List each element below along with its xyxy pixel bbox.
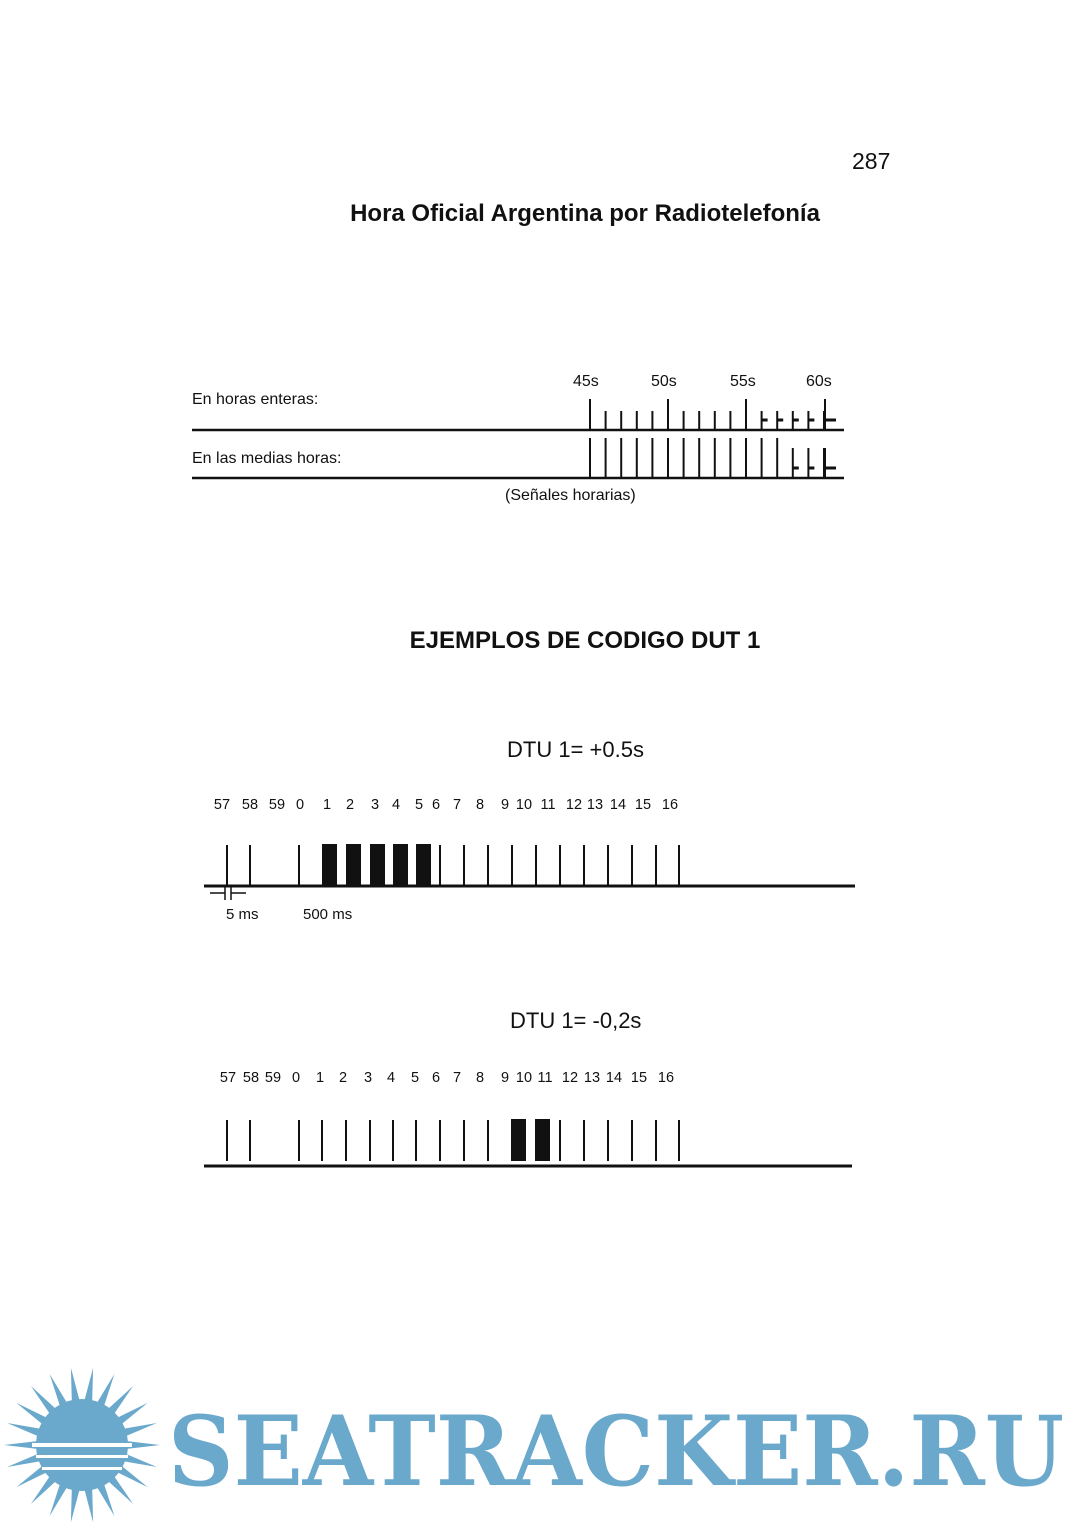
example1-tick-7: 7	[452, 797, 462, 813]
example1-tick-15: 15	[634, 797, 652, 813]
example2-tick-6: 6	[431, 1070, 441, 1086]
sun-ray	[71, 1488, 80, 1522]
example1-caption: DTU 1= +0.5s	[507, 737, 644, 762]
example1-tick-4: 4	[391, 797, 401, 813]
section-title-hora-oficial: Hora Oficial Argentina por Radiotelefonía	[350, 200, 820, 227]
sun-ray	[97, 1483, 115, 1516]
note-5ms: 5 ms	[226, 906, 259, 923]
example1-tick-12: 12	[565, 797, 583, 813]
second-label-55: 55s	[730, 373, 756, 390]
example1-tick-57: 57	[213, 797, 231, 813]
example1-tick-2: 2	[345, 797, 355, 813]
example2-tick-9: 9	[500, 1070, 510, 1086]
sun-ray	[71, 1368, 80, 1402]
row-label-horas-enteras: En horas enteras:	[192, 391, 319, 408]
example2-tick-14: 14	[605, 1070, 623, 1086]
example2-tick-8: 8	[475, 1070, 485, 1086]
sun-ray	[7, 1423, 41, 1436]
sun-wave	[42, 1467, 122, 1470]
sun-ray	[7, 1454, 41, 1467]
example2-tick-11: 11	[537, 1070, 553, 1086]
sun-ray	[123, 1423, 157, 1436]
example2-tick-57: 57	[219, 1070, 237, 1086]
example1-tick-59: 59	[268, 797, 286, 813]
example2-tick-12: 12	[561, 1070, 579, 1086]
example2-tick-15: 15	[630, 1070, 648, 1086]
sun-ray	[97, 1374, 115, 1407]
example1-tick-6: 6	[431, 797, 441, 813]
example2-tick-3: 3	[363, 1070, 373, 1086]
sun-ray	[84, 1488, 93, 1522]
sun-icon	[4, 1368, 160, 1522]
example1-tick-9: 9	[500, 797, 510, 813]
sun-ray	[123, 1454, 157, 1467]
sun-wave	[36, 1455, 128, 1458]
section-title-dut1: EJEMPLOS DE CODIGO DUT 1	[409, 627, 761, 654]
example1-tick-5: 5	[414, 797, 424, 813]
example1-tick-58: 58	[241, 797, 259, 813]
example2-tick-0: 0	[291, 1070, 301, 1086]
sun-horizon	[32, 1443, 132, 1447]
second-label-50: 50s	[651, 373, 677, 390]
example2-tick-10: 10	[515, 1070, 533, 1086]
example2-tick-16: 16	[657, 1070, 675, 1086]
second-label-60: 60s	[806, 373, 832, 390]
example2-tick-59: 59	[264, 1070, 282, 1086]
example1-tick-11: 11	[540, 797, 556, 813]
example1-tick-1: 1	[322, 797, 332, 813]
example2-tick-1: 1	[315, 1070, 325, 1086]
example1-tick-8: 8	[475, 797, 485, 813]
note-500ms: 500 ms	[303, 906, 353, 923]
watermark-text: SEATRACKER.RU	[168, 1395, 1064, 1508]
example1-tick-13: 13	[586, 797, 604, 813]
example2-tick-7: 7	[452, 1070, 462, 1086]
signals-caption: (Señales horarias)	[505, 487, 636, 504]
example2-caption: DTU 1= -0,2s	[510, 1008, 642, 1033]
second-label-45: 45s	[573, 373, 599, 390]
sun-ray	[50, 1483, 68, 1516]
sun-ray	[50, 1374, 68, 1407]
example2-tick-2: 2	[338, 1070, 348, 1086]
example1-tick-0: 0	[295, 797, 305, 813]
page-number: 287	[852, 148, 891, 174]
row-label-medias-horas: En las medias horas:	[192, 450, 342, 467]
example1-tick-14: 14	[609, 797, 627, 813]
example1-tick-10: 10	[515, 797, 533, 813]
example1-tick-3: 3	[370, 797, 380, 813]
example2-tick-4: 4	[386, 1070, 396, 1086]
example2-tick-58: 58	[242, 1070, 260, 1086]
example1-tick-16: 16	[661, 797, 679, 813]
example2-tick-5: 5	[410, 1070, 420, 1086]
example2-tick-13: 13	[583, 1070, 601, 1086]
sun-ray	[84, 1368, 93, 1402]
